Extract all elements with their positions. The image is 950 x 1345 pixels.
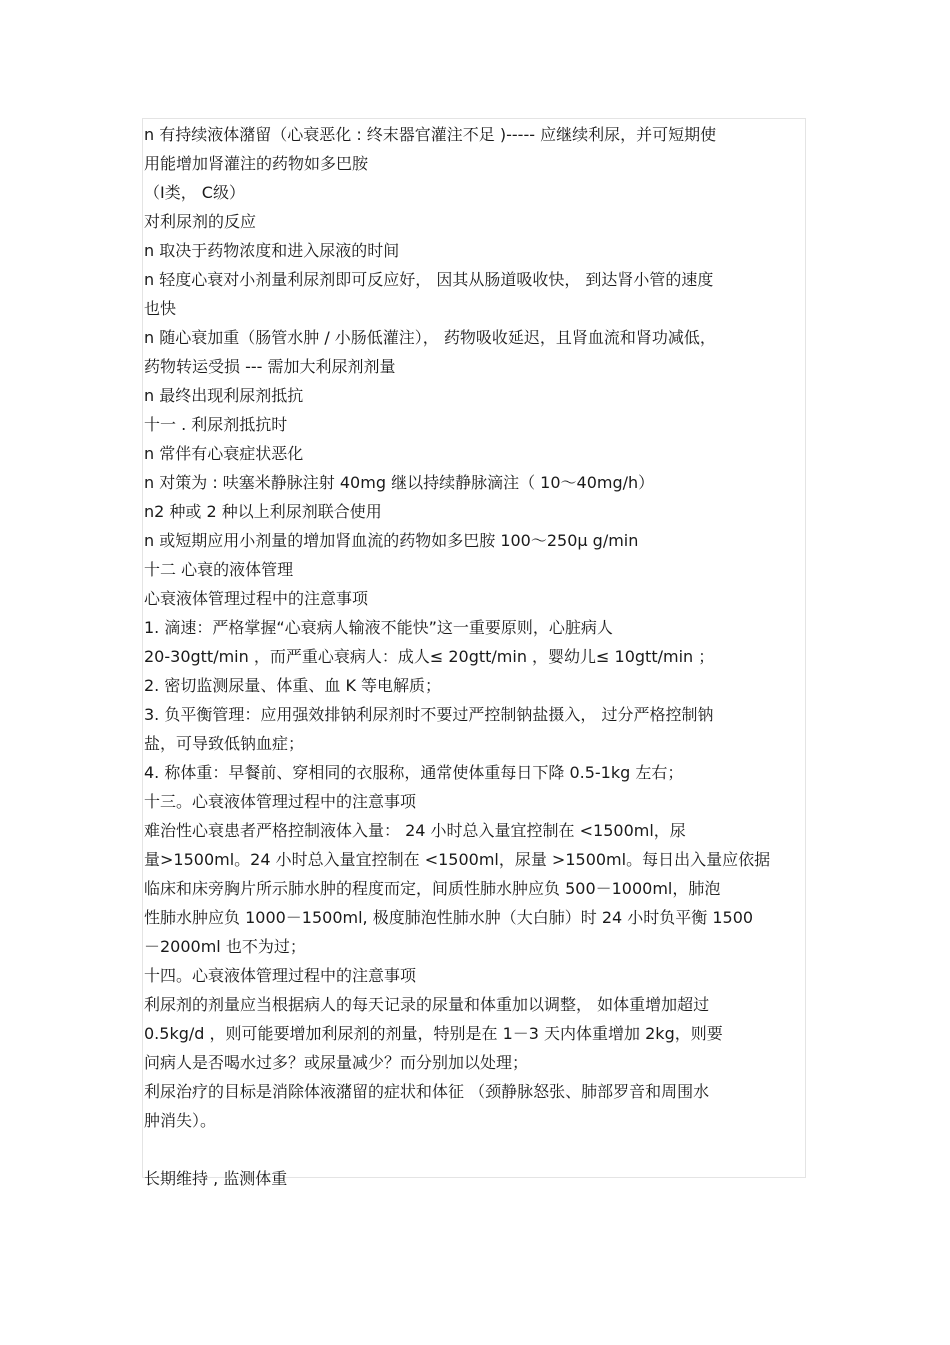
text-line: （Ⅰ类， C级） — [144, 183, 245, 202]
text-line: －2000ml 也不为过； — [144, 937, 306, 956]
text-line: n2 种或 2 种以上利尿剂联合使用 — [144, 502, 382, 521]
section-heading: 对利尿剂的反应 — [144, 212, 257, 231]
text-line: 利尿治疗的目标是消除体液潴留的症状和体征 （颈静脉怒张、肺部罗音和周围水 — [144, 1082, 710, 1101]
section-heading: 十一 . 利尿剂抵抗时 — [144, 415, 288, 434]
blank-line — [144, 1135, 808, 1164]
text-line: n 随心衰加重（肠管水肿 / 小肠低灌注）， 药物吸收延迟，且肾血流和肾功减低， — [144, 328, 716, 347]
text-line: n 有持续液体潴留（心衰恶化 : 终末器官灌注不足 )----- 应继续利尿，并可短期使 — [144, 125, 717, 144]
text-line: 性肺水肿应负 1000－1500ml, 极度肺泡性肺水肿（大白肺）时 24 小时负平衡 1500 — [144, 908, 754, 927]
text-line: 0.5kg/d ，则可能要增加利尿剂的剂量，特别是在 1－3 天内体重增加 2kg，则要 — [144, 1024, 723, 1043]
document-body — [144, 120, 808, 1193]
section-heading: 十三。心衰液体管理过程中的注意事项 — [144, 792, 417, 811]
text-line: 药物转运受损 --- 需加大利尿剂剂量 — [144, 357, 396, 376]
text-line: n 最终出现利尿剂抵抗 — [144, 386, 304, 405]
text-line: 3. 负平衡管理：应用强效排钠利尿剂时不要过严控制钠盐摄入， 过分严格控制钠 — [144, 705, 714, 724]
text-line: 难治性心衰患者严格控制液体入量： 24 小时总入量宜控制在 <1500ml，尿 — [144, 821, 686, 840]
text-line: 心衰液体管理过程中的注意事项 — [144, 589, 369, 608]
text-line: n 轻度心衰对小剂量利尿剂即可反应好， 因其从肠道吸收快， 到达肾小管的速度 — [144, 270, 714, 289]
text-line: n 常伴有心衰症状恶化 — [144, 444, 304, 463]
text-line: 肿消失）。 — [144, 1111, 217, 1130]
text-line: 量>1500ml。24 小时总入量宜控制在 <1500ml，尿量 >1500ml。每日出入量应依据 — [144, 850, 771, 869]
text-line: 也快 — [144, 299, 177, 318]
section-heading: 十四。心衰液体管理过程中的注意事项 — [144, 966, 417, 985]
text-line: n 对策为 : 呋塞米静脉注射 40mg 继以持续静脉滴注（ 10～40mg/h） — [144, 473, 655, 492]
text-line: 用能增加肾灌注的药物如多巴胺 — [144, 154, 369, 173]
text-line: 问病人是否喝水过多？或尿量减少？而分别加以处理； — [144, 1053, 529, 1072]
text-line: 长期维持 , 监测体重 — [144, 1169, 288, 1188]
text-line: n 或短期应用小剂量的增加肾血流的药物如多巴胺 100～250μ g/min — [144, 531, 639, 550]
section-heading: 十二 心衰的液体管理 — [144, 560, 294, 579]
text-line: 1. 滴速：严格掌握“心衰病人输液不能快”这一重要原则，心脏病人 — [144, 618, 613, 637]
text-line: 20-30gtt/min ，而严重心衰病人：成人≤ 20gtt/min ，婴幼儿≤ 10gtt/min ； — [144, 647, 715, 666]
text-line: 盐，可导致低钠血症； — [144, 734, 305, 753]
text-line: 临床和床旁胸片所示肺水肿的程度而定，间质性肺水肿应负 500－1000ml，肺泡 — [144, 879, 721, 898]
text-line: 利尿剂的剂量应当根据病人的每天记录的尿量和体重加以调整， 如体重增加超过 — [144, 995, 710, 1014]
text-line: 2. 密切监测尿量、体重、血 K 等电解质； — [144, 676, 442, 695]
text-line: 4. 称体重：早餐前、穿相同的衣服称，通常使体重每日下降 0.5-1kg 左右； — [144, 763, 684, 782]
text-line: n 取决于药物浓度和进入尿液的时间 — [144, 241, 400, 260]
